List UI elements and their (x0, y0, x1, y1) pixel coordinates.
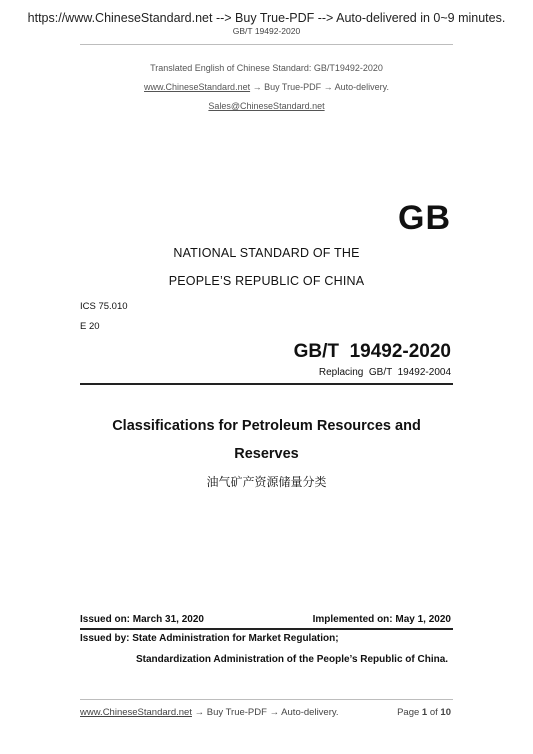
site-line (0, 82, 533, 92)
issued-by: Issued by: State Administration for Market Regulation; (80, 633, 339, 644)
email-line (0, 101, 533, 111)
standard-number: GB/T 19492-2020 (293, 341, 451, 362)
footer-site-suffix: → Buy True-PDF → Auto-delivery. (191, 707, 339, 718)
header-doc-code: GB/T 19492-2020 (232, 26, 301, 36)
page-current: 1 (421, 707, 428, 718)
implemented-on: Implemented on: May 1, 2020 (312, 614, 451, 625)
page-indicator (397, 707, 451, 718)
footer-divider (80, 699, 453, 700)
gb-mark: GB (398, 199, 451, 237)
page-total: 10 (440, 707, 451, 718)
site-link[interactable]: www.ChineseStandard.net (144, 82, 251, 92)
ics-code: ICS 75.010 (80, 301, 128, 312)
page-prefix: Page (397, 707, 422, 718)
translated-note: Translated English of Chinese Standard: GB/T19492-2020 (150, 63, 383, 73)
replacing-note: Replacing GB/T 19492-2004 (318, 367, 451, 378)
footer-site (80, 707, 339, 718)
issued-on: Issued on: March 31, 2020 (80, 614, 204, 625)
title-chinese: 油气矿产资源储量分类 (206, 475, 327, 489)
standard-divider (80, 383, 453, 385)
national-line-1: NATIONAL STANDARD OF THE (173, 246, 360, 260)
top-banner: https://www.ChineseStandard.net --> Buy True-PDF --> Auto-delivered in 0~9 minutes. (27, 11, 506, 25)
email-link[interactable]: Sales@ChineseStandard.net (208, 101, 325, 111)
footer-site-link[interactable]: www.ChineseStandard.net (80, 707, 192, 718)
site-suffix: → Buy True-PDF → Auto-delivery. (250, 82, 389, 92)
national-line-2: PEOPLE’S REPUBLIC OF CHINA (168, 274, 365, 288)
header-divider (80, 44, 453, 45)
page-of: of (427, 707, 441, 718)
title-line-1: Classifications for Petroleum Resources and (112, 418, 421, 434)
ccs-code: E 20 (80, 321, 100, 332)
issued-by-second: Standardization Administration of the People’s Republic of China. (136, 654, 449, 665)
title-line-2: Reserves (234, 446, 299, 462)
issue-divider (80, 628, 453, 630)
